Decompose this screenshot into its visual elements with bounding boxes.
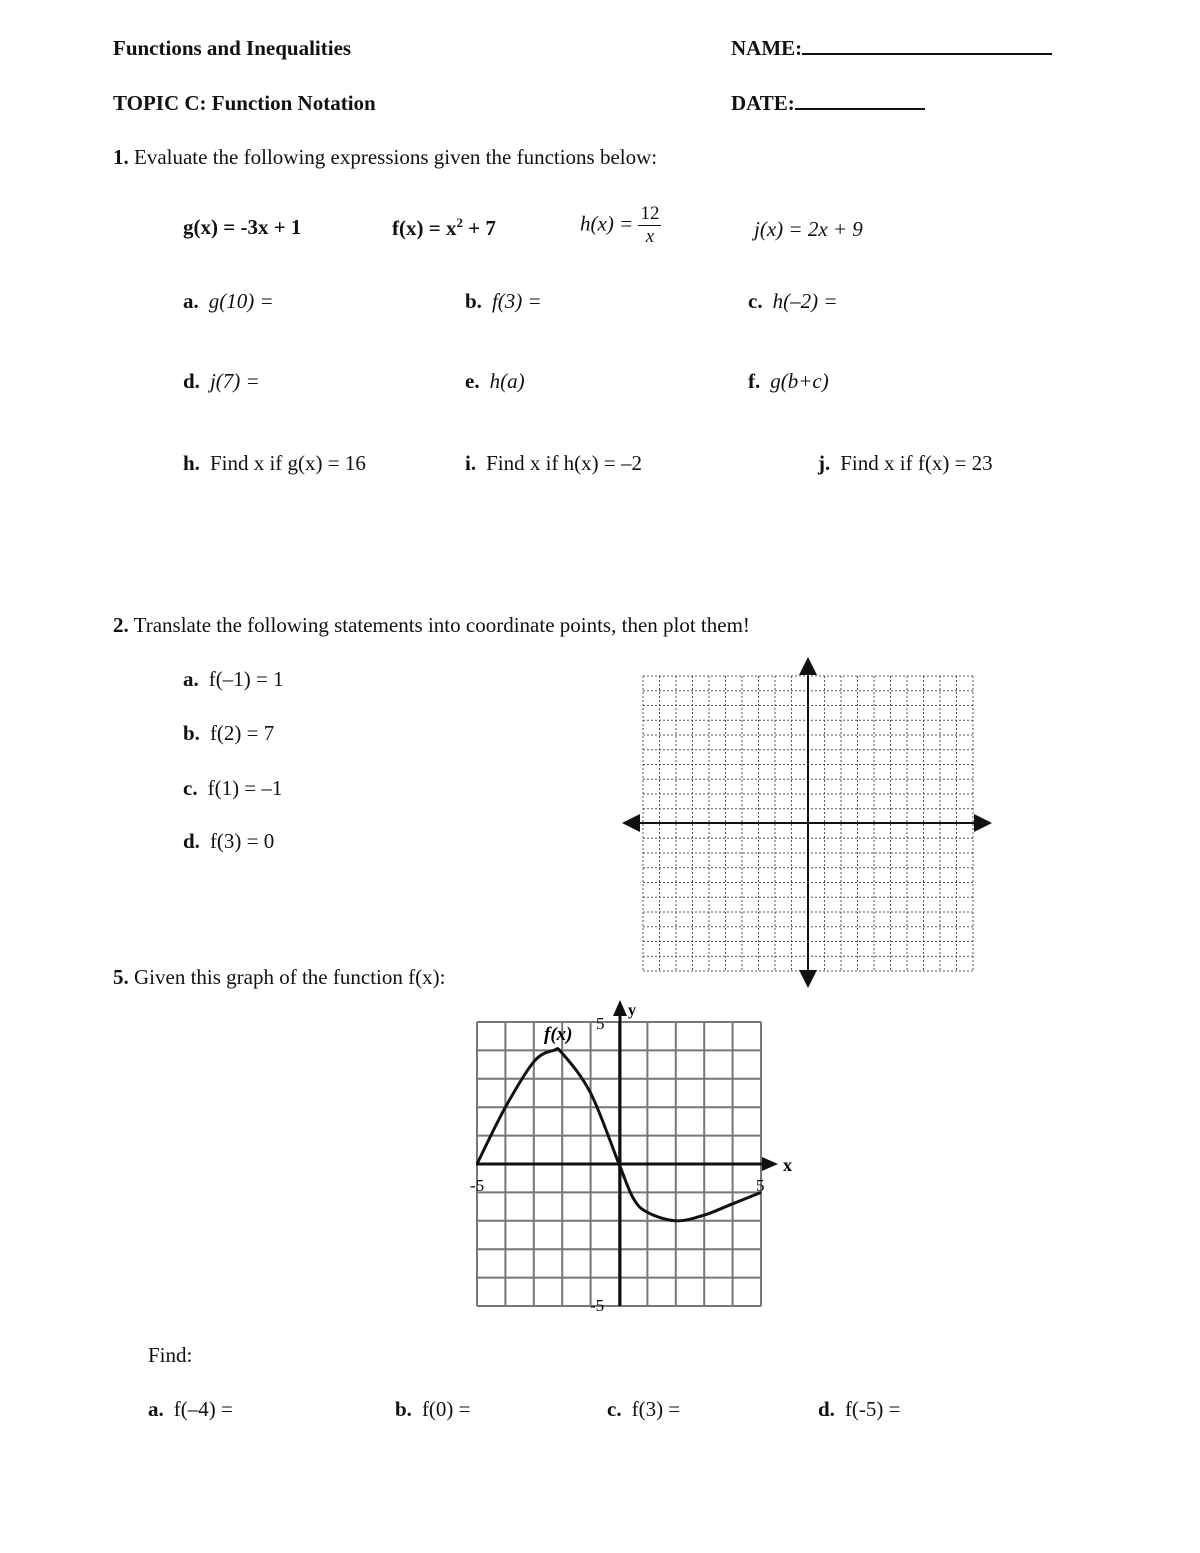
function-g <box>183 215 301 240</box>
item-label: c. <box>183 776 198 800</box>
x-axis-label: x <box>783 1155 792 1175</box>
function-graph <box>460 995 805 1320</box>
function-f <box>392 215 496 241</box>
question-number: 1. <box>113 145 129 169</box>
item-text: g(b+c) <box>770 369 829 393</box>
q2-item-d <box>183 829 274 854</box>
item-text: f(2) = 7 <box>209 721 275 745</box>
q2-item-c <box>183 776 282 801</box>
prompt-text: Evaluate the following expressions given the functions below: <box>134 145 658 169</box>
x-axis-arrow <box>762 1157 778 1171</box>
y-axis-down-arrow <box>799 970 817 988</box>
fraction-denominator: x <box>645 226 655 247</box>
item-label: h. <box>183 451 200 475</box>
item-label: b. <box>395 1397 412 1421</box>
question-number: 5. <box>113 965 129 989</box>
item-text: h(–2) = <box>772 289 838 313</box>
q1-item-h <box>183 451 366 476</box>
q1-item-b <box>465 289 542 314</box>
y-min-tick-label: -5 <box>590 1296 605 1315</box>
item-text: h(a) <box>489 369 525 393</box>
q1-item-i <box>465 451 642 476</box>
item-text: f(3) = 0 <box>209 829 275 853</box>
q5-item-d <box>818 1397 901 1422</box>
worksheet-title: Functions and Inequalities <box>113 36 352 60</box>
item-text: f(3) = <box>631 1397 681 1421</box>
q1-item-f <box>748 369 829 394</box>
q1-item-d <box>183 369 260 394</box>
x-max-tick-label: 5 <box>756 1176 765 1195</box>
name-field <box>731 36 1052 61</box>
item-text: j(7) = <box>209 369 260 393</box>
function-f-exponent: 2 <box>456 215 463 230</box>
date-field <box>731 91 925 116</box>
item-label: a. <box>183 667 199 691</box>
item-label: c. <box>748 289 763 313</box>
name-label: NAME: <box>731 36 803 60</box>
item-label: d. <box>183 829 200 853</box>
item-label: f. <box>748 369 761 393</box>
q1-item-e <box>465 369 525 394</box>
item-text: f(3) = <box>491 289 542 313</box>
y-axis-arrow <box>613 1000 627 1016</box>
item-label: b. <box>465 289 482 313</box>
item-text: Find x if f(x) = 23 <box>840 451 993 475</box>
date-blank[interactable] <box>795 108 925 110</box>
item-text: Find x if h(x) = –2 <box>486 451 643 475</box>
function-j: j(x) = 2x + 9 <box>754 217 863 241</box>
item-label: b. <box>183 721 200 745</box>
item-label: i. <box>465 451 477 475</box>
item-text: f(0) = <box>421 1397 471 1421</box>
question-5-prompt <box>113 965 445 990</box>
find-label: Find: <box>148 1343 193 1367</box>
q5-item-a <box>148 1397 233 1422</box>
q2-item-a <box>183 667 284 692</box>
prompt-text: Translate the following statements into coordinate points, then plot them! <box>133 613 750 637</box>
item-text: f(–1) = 1 <box>208 667 284 691</box>
item-label: d. <box>183 369 200 393</box>
q1-item-j <box>818 451 993 476</box>
item-label: d. <box>818 1397 835 1421</box>
item-label: e. <box>465 369 480 393</box>
y-axis-label: y <box>628 1002 636 1019</box>
item-text: f(-5) = <box>844 1397 901 1421</box>
date-label: DATE: <box>731 91 795 115</box>
item-label: a. <box>183 289 199 313</box>
q2-item-b <box>183 721 274 746</box>
q1-item-a <box>183 289 274 314</box>
item-label: j. <box>818 451 831 475</box>
function-f-left: f(x) = x <box>392 216 457 240</box>
function-h-left: h(x) = <box>580 211 634 236</box>
y-axis-up-arrow <box>799 657 817 675</box>
q1-item-c <box>748 289 838 314</box>
function-g-text: g(x) = -3x + 1 <box>183 215 302 239</box>
question-1-prompt <box>113 145 657 170</box>
item-text: f(1) = –1 <box>207 776 283 800</box>
item-label: a. <box>148 1397 164 1421</box>
q5-item-b <box>395 1397 471 1422</box>
item-text: g(10) = <box>208 289 274 313</box>
q5-item-c <box>607 1397 680 1422</box>
name-blank[interactable] <box>802 53 1052 55</box>
x-min-tick-label: -5 <box>470 1176 485 1195</box>
question-2-prompt <box>113 613 750 638</box>
fraction-numerator: 12 <box>640 203 660 224</box>
question-number: 2. <box>113 613 129 637</box>
prompt-text: Given this graph of the function f(x): <box>134 965 446 989</box>
item-text: Find x if g(x) = 16 <box>209 451 366 475</box>
x-axis-right-arrow <box>974 814 992 832</box>
x-axis-left-arrow <box>622 814 640 832</box>
function-h-fraction <box>638 203 661 248</box>
item-label: c. <box>607 1397 622 1421</box>
topic-heading: TOPIC C: Function Notation <box>113 91 376 115</box>
curve-label: f(x) <box>544 1024 573 1045</box>
coordinate-plane-grid[interactable] <box>620 655 995 990</box>
function-h <box>580 203 661 248</box>
function-f-right: + 7 <box>462 216 496 240</box>
item-text: f(–4) = <box>173 1397 233 1421</box>
y-max-tick-label: 5 <box>596 1014 605 1033</box>
